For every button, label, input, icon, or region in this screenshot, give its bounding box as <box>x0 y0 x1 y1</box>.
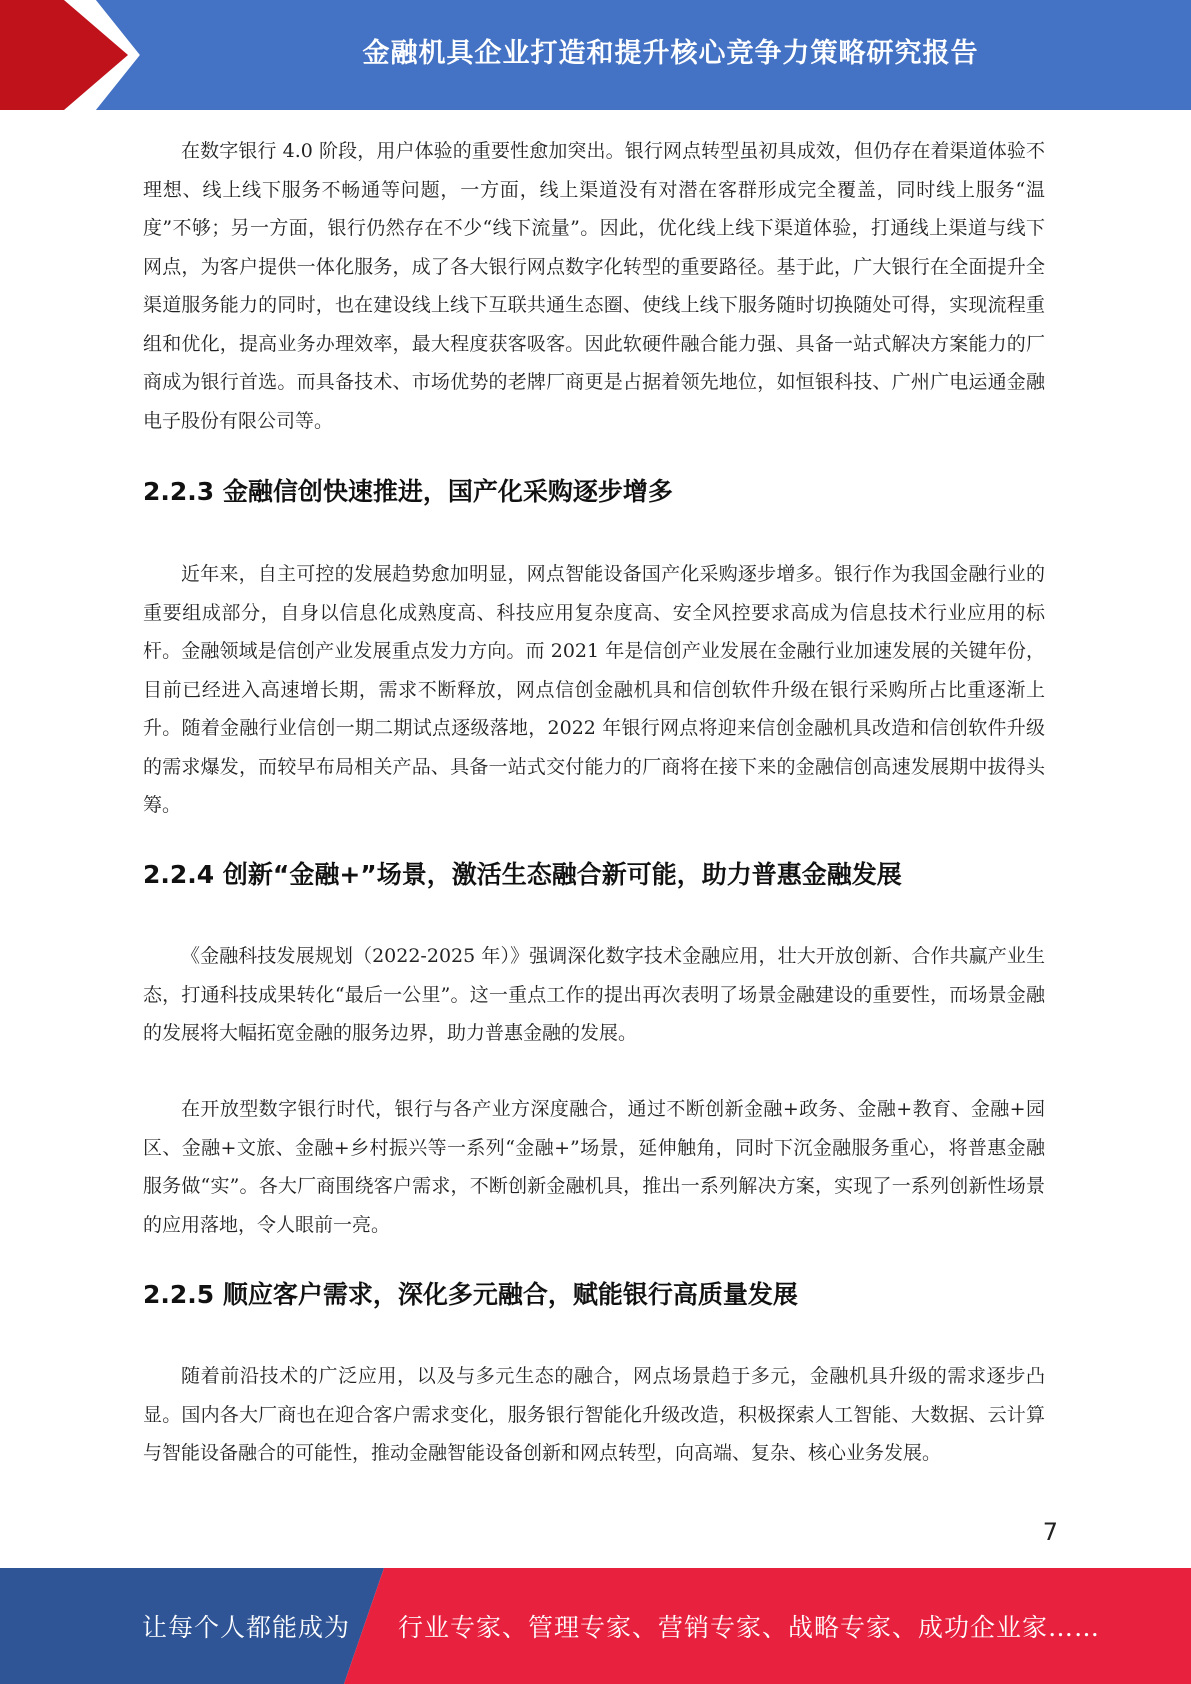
page-header <box>0 0 1191 110</box>
footer-slogan-right: 行业专家、管理专家、营销专家、战略专家、成功企业家…… <box>398 1613 1101 1642</box>
page-number: 7 <box>1042 1518 1058 1546</box>
header-arrow-decoration <box>0 0 160 110</box>
section-heading: 2.2.4 创新“金融+”场景，激活生态融合新可能，助力普惠金融发展 <box>143 860 902 889</box>
paragraph: 在数字银行 4.0 阶段，用户体验的重要性愈加突出。银行网点转型虽初具成效，但仍存在着渠道体验不理想、线上线下服务不畅通等问题，一方面，线上渠道没有对潜在客群形成完全覆盖，同时线上服务“温度”不够；另一方面，银行仍然存在不少“线下流量”。因此，优化线上线下渠道体验，打通线上渠道与线下网点，为客户提供一体化服务，成了各大银行网点数字化转型的重要路径。基于此，广大银行在全面提升全渠道服务能力的同时，也在建设线上线下互联共通生态圈、使线上线下服务随时切换随处可得，实现流程重组和优化，提高业务办理效率，最大程度获客吸客。因此软硬件融合能力强、具备一站式解决方案能力的厂商成为银行首选。而具备技术、市场优势的老牌厂商更是占据着领先地位，如恒银科技、广州广电运通金融电子股份有限公司等。 <box>143 140 1045 432</box>
paragraph: 随着前沿技术的广泛应用，以及与多元生态的融合，网点场景趋于多元，金融机具升级的需求逐步凸显。国内各大厂商也在迎合客户需求变化，服务银行智能化升级改造，积极探索人工智能、大数据、云计算与智能设备融合的可能性，推动金融智能设备创新和网点转型，向高端、复杂、核心业务发展。 <box>143 1365 1045 1464</box>
report-title: 金融机具企业打造和提升核心竞争力策略研究报告 <box>362 37 979 69</box>
section-heading: 2.2.3 金融信创快速推进，国产化采购逐步增多 <box>143 477 673 506</box>
page-footer <box>0 1568 1191 1684</box>
paragraph: 《金融科技发展规划（2022-2025 年）》强调深化数字技术金融应用，壮大开放创新、合作共赢产业生态，打通科技成果转化“最后一公里”。这一重点工作的提出再次表明了场景金融建设的重要性，而场景金融的发展将大幅拓宽金融的服务边界，助力普惠金融的发展。 <box>143 945 1045 1044</box>
paragraph: 近年来，自主可控的发展趋势愈加明显，网点智能设备国产化采购逐步增多。银行作为我国金融行业的重要组成部分，自身以信息化成熟度高、科技应用复杂度高、安全风控要求高成为信息技术行业应用的标杆。金融领域是信创产业发展重点发力方向。而 2021 年是信创产业发展在金融行业加速发展的关键年份，目前已经进入高速增长期，需求不断释放，网点信创金融机具和信创软件升级在银行采购所占比重逐渐上升。随着金融行业信创一期二期试点逐级落地，2022 年银行网点将迎来信创金融机具改造和信创软件升级的需求爆发，而较早布局相关产品、具备一站式交付能力的厂商将在接下来的金融信创高速发展期中拔得头筹。 <box>143 563 1045 816</box>
paragraph: 在开放型数字银行时代，银行与各产业方深度融合，通过不断创新金融+政务、金融+教育、金融+园区、金融+文旅、金融+乡村振兴等一系列“金融+”场景，延伸触角，同时下沉金融服务重心，将普惠金融服务做“实”。各大厂商围绕客户需求，不断创新金融机具，推出一系列解决方案，实现了一系列创新性场景的应用落地，令人眼前一亮。 <box>143 1098 1045 1236</box>
footer-slogan-left: 让每个人都能成为 <box>142 1613 351 1642</box>
section-heading: 2.2.5 顺应客户需求，深化多元融合，赋能银行高质量发展 <box>143 1280 798 1309</box>
